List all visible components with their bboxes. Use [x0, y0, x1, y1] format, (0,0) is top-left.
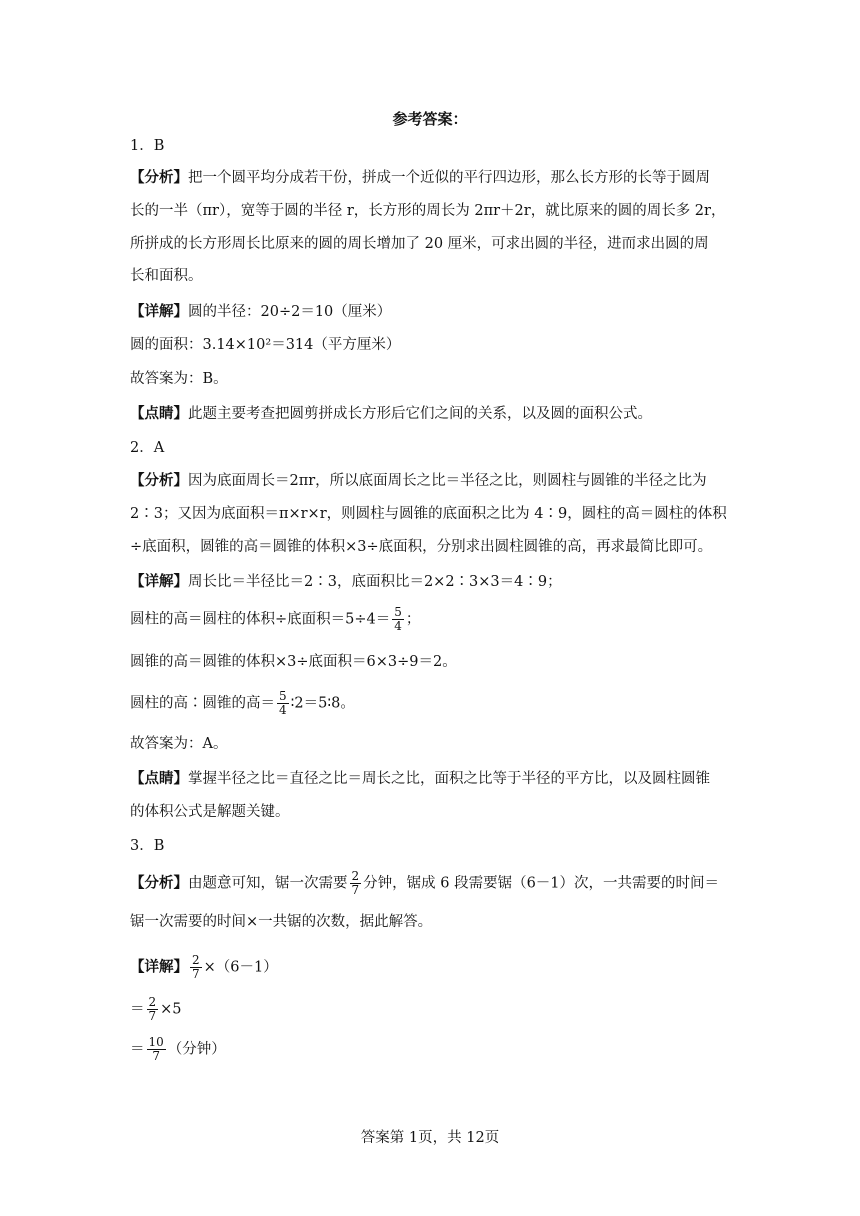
numerator: 2	[192, 953, 200, 967]
expr-text: （分钟）	[167, 1041, 226, 1058]
q1-detail-line-2: 圆的面积：3.14×10²＝314（平方厘米）	[130, 337, 401, 353]
q1-detail-line	[130, 302, 391, 322]
numerator: 10	[148, 1035, 164, 1049]
numerator: 2	[351, 869, 360, 883]
q3-analysis-line	[130, 870, 719, 897]
denominator: 7	[192, 967, 200, 981]
q1-analysis-line-2: 长的一半（πr），宽等于圆的半径 r，长方形的周长为 2πr＋2r，就比原来的圆的周长多 2r，	[130, 203, 726, 219]
q1-analysis-line	[130, 168, 710, 188]
q3-analysis-line-2: 锯一次需要的时间×一共锯的次数，据此解答。	[130, 914, 433, 930]
q2-analysis-line-3: ÷底面积，圆锥的高＝圆锥的体积×3÷底面积，分别求出圆柱圆锥的高，再求最简比即可。	[130, 539, 713, 555]
analysis-text: 由题意可知，锯一次需要	[188, 875, 348, 892]
denominator: 7	[351, 883, 360, 897]
q2-detail-line-2	[130, 606, 420, 633]
expr-text: ；	[405, 611, 421, 628]
expr-text: ×5	[160, 1001, 182, 1018]
q1-analysis-line-4: 长和面积。	[130, 268, 203, 284]
numerator: 5	[279, 689, 287, 703]
q2-detail-line	[130, 572, 562, 592]
q2-heading: 2．A	[130, 440, 165, 456]
q3-detail-line-2	[130, 996, 182, 1023]
comment-tag: 【点睛】	[130, 405, 188, 422]
page-footer: 答案第 1页，共 12页	[360, 1130, 500, 1146]
numerator: 5	[394, 605, 402, 619]
q3-detail-line-3	[130, 1036, 226, 1063]
fraction	[147, 1036, 166, 1063]
q3-heading: 3．B	[130, 838, 165, 854]
q1-answer: 故答案为：B。	[130, 371, 228, 387]
page-title: 参考答案：	[392, 110, 468, 128]
numerator: 2	[148, 995, 157, 1009]
q1-comment-line	[130, 404, 652, 424]
detail-tag: 【详解】	[130, 303, 188, 320]
denominator: 7	[152, 1049, 160, 1063]
analysis-tag: 【分析】	[130, 874, 188, 892]
denominator: 7	[148, 1009, 157, 1023]
q3-detail-line	[130, 954, 278, 981]
fraction	[392, 606, 404, 633]
q2-detail-line-4	[130, 690, 355, 717]
q2-comment-line	[130, 769, 710, 789]
denominator: 4	[279, 703, 287, 717]
fraction	[147, 996, 159, 1023]
expr-text: 圆柱的高∶圆锥的高＝	[130, 695, 275, 712]
q2-detail-line-3: 圆锥的高＝圆锥的体积×3÷底面积＝6×3÷9＝2。	[130, 654, 457, 670]
q2-answer: 故答案为：A。	[130, 736, 228, 752]
comment-text: 此题主要考查把圆剪拼成长方形后它们之间的关系，以及圆的面积公式。	[188, 406, 652, 422]
fraction	[190, 954, 202, 981]
expr-text: 圆柱的高＝圆柱的体积÷底面积＝5÷4＝	[130, 611, 391, 628]
analysis-tag: 【分析】	[130, 472, 188, 489]
detail-tag: 【详解】	[130, 958, 188, 976]
comment-text: 掌握半径之比＝直径之比＝周长之比，面积之比等于半径的平方比，以及圆柱圆锥	[188, 771, 710, 787]
analysis-text: 分钟，锯成 6 段需要锯（6－1）次，一共需要的时间＝	[363, 875, 720, 892]
analysis-tag: 【分析】	[130, 169, 188, 186]
q1-analysis-line-3: 所拼成的长方形周长比原来的圆的周长增加了 20 厘米，可求出圆的半径，进而求出圆的周	[130, 236, 709, 252]
analysis-text: 因为底面周长＝2πr，所以底面周长之比＝半径之比，则圆柱与圆锥的半径之比为	[188, 473, 707, 489]
q2-analysis-line	[130, 471, 707, 491]
fraction	[277, 690, 289, 717]
comment-tag: 【点睛】	[130, 770, 188, 787]
equals-sign: ＝	[130, 1001, 145, 1018]
equals-sign: ＝	[130, 1041, 145, 1058]
fraction	[350, 870, 362, 897]
detail-text: 圆的半径：20÷2＝10（厘米）	[188, 304, 392, 320]
detail-text: 周长比＝半径比＝2∶3，底面积比＝2×2∶3×3＝4∶9；	[188, 574, 562, 590]
analysis-text: 把一个圆平均分成若干份，拼成一个近似的平行四边形，那么长方形的长等于圆周	[188, 170, 710, 186]
denominator: 4	[394, 619, 402, 633]
detail-tag: 【详解】	[130, 573, 188, 590]
q1-heading: 1．B	[130, 138, 165, 154]
q2-analysis-line-2: 2∶3；又因为底面积＝π×r×r，则圆柱与圆锥的底面积之比为 4∶9，圆柱的高＝圆柱的体积	[130, 506, 727, 522]
expr-text: ×（6－1）	[203, 959, 278, 976]
q2-comment-line-2: 的体积公式是解题关键。	[130, 804, 290, 820]
expr-text: ∶2＝5∶8。	[290, 695, 355, 712]
